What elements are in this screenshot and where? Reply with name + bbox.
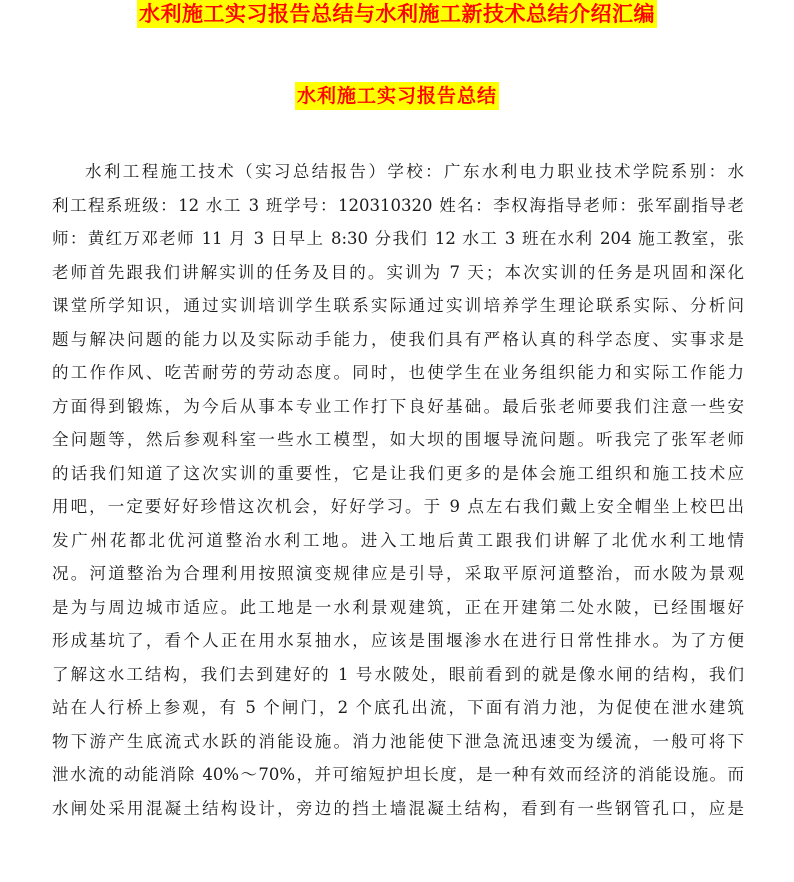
body-line: 利工程系班级：12 水工 3 班学号：120310320 姓名：李权海指导老师：张军副指导老: [52, 195, 744, 215]
body-line: 况。河道整治为合理利用按照演变规律应是引导，采取平原河道整治，而水陂为景观: [52, 564, 744, 583]
body-line: 物下游产生底流式水跃的消能设施。消力池能使下泄急流迅速变为缓流，一般可将下: [52, 731, 744, 751]
body-line: 题与解决问题的能力以及实际动手能力，使我们具有严格认真的科学态度、实事求是: [52, 329, 744, 349]
body-line: 全问题等，然后参观科室一些水工模型，如大坝的围堰导流问题。听我完了张军老师: [52, 430, 744, 449]
body-line: 水利工程施工技术（实习总结报告）学校：广东水利电力职业技术学院系别：水: [85, 162, 744, 181]
body-line: 老师首先跟我们讲解实训的任务及目的。实训为 7 天；本次实训的任务是巩固和深化: [52, 262, 744, 282]
body-paragraph: [52, 160, 744, 882]
body-line: 形成基坑了，看个人正在用水泵抽水，应该是围堰渗水在进行日常性排水。为了方便: [52, 631, 744, 650]
body-line: 的话我们知道了这次实训的重要性，它是让我们更多的是体会施工组织和施工技术应: [52, 463, 744, 483]
body-line: 水闸处采用混凝土结构设计，旁边的挡土墙混凝土结构，看到有一些钢管孔口，应是: [52, 798, 744, 818]
body-line: 师：黄红万邓老师 11 月 3 日早上 8:30 分我们 12 水工 3 班在水利 204 施工教室，张: [52, 229, 744, 248]
body-line: 方面得到锻炼，为今后从事本专业工作打下良好基础。最后张老师要我们注意一些安: [52, 396, 744, 416]
section-title-container: [0, 82, 794, 111]
body-line: 了解这水工结构，我们去到建好的 1 号水陂处，眼前看到的就是像水闸的结构，我们: [52, 664, 744, 684]
section-title: 水利施工实习报告总结: [295, 82, 499, 110]
body-line: 站在人行桥上参观，有 5 个闸门，2 个底孔出流，下面有消力池，为促使在泄水建筑: [52, 698, 744, 717]
document-title: 水利施工实习报告总结与水利施工新技术总结介绍汇编: [139, 2, 655, 26]
body-line: 的工作作风、吃苦耐劳的劳动态度。同时，也使学生在业务组织能力和实际工作能力: [52, 363, 744, 382]
body-line: 用吧，一定要好好珍惜这次机会，好好学习。于 9 点左右我们戴上安全帽坐上校巴出: [52, 497, 744, 516]
body-line: 发广州花都北优河道整治水利工地。进入工地后黄工跟我们讲解了北优水利工地情: [52, 530, 744, 550]
body-line: 是为与周边城市适应。此工地是一水利景观建筑，正在开建第二处水陂，已经围堰好: [52, 597, 744, 617]
document-title-container: [0, 0, 794, 30]
body-line: 课堂所学知识，通过实训培训学生联系实际通过实训培养学生理论联系实际、分析问: [52, 296, 744, 315]
body-line: 泄水流的动能消除 40%～70%，并可缩短护坦长度，是一种有效而经济的消能设施。而: [52, 765, 744, 784]
